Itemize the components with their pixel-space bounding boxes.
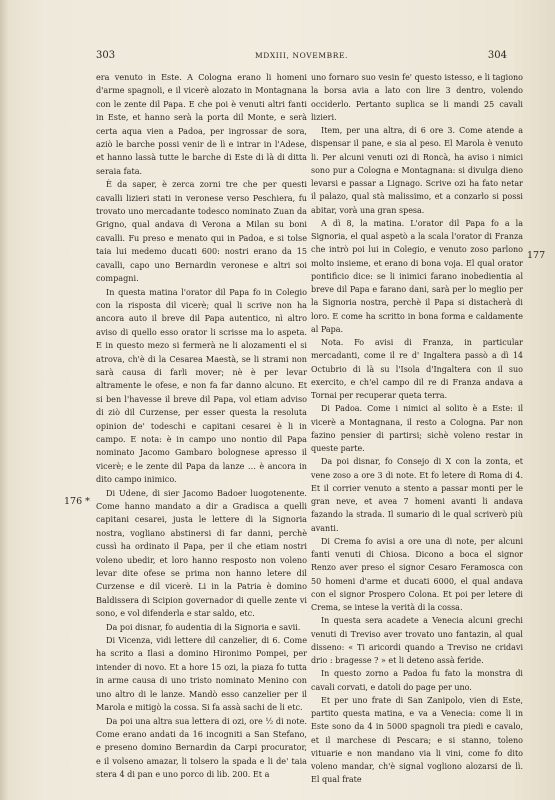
- paragraph: Da poi una altra sua lettera di ozi, ore ½ di note. Come erano andati da 16 incogniti a San Stefano, e preseno domino Bernardin da Carpi procurator, e il volseno amazar, li tolsero la spada e li de' taia stera 4 di pan e uno porco di lib. 200. Et a: [96, 715, 307, 780]
- running-head: MDXIII, NOVEMBRE.: [254, 51, 349, 60]
- margin-number-right: 177: [527, 250, 546, 261]
- paragraph: In questa sera acadete a Venecia alcuni grechi venuti di Treviso aver trovato uno fantazin, al qual disseno: « Ti aricordi quando a Treviso ne cridavi drio : bragesse ? » et li deteno assà feride.: [311, 616, 523, 665]
- paragraph: Item, per una altra, di 6 ore 3. Come atende a dispensar il pane, e sia al peso. El Marola è venuto li. Per alcuni venuti ozi di Roncà, ha aviso i nimici sono pur a Cologna e Montagnana: si divulga dieno levarsi e passar a Lignago. Scrive ozi ha fato netar il palazo, qual stà malissimo, et a conzarlo si possi abitar, vorà una gran spesa.: [311, 126, 523, 215]
- page-edge-shadow: [0, 0, 8, 800]
- paragraph: Di Vicenza, vidi lettere dil canzelier, di 6. Come ha scrito a Ilasi a domino Hironimo Pompei, per intender di novo. Et a hore 15 ozi, la piaza fo tutta in arme causa di uno tristo nominato Menino con uno altro di le lanze. Mandò esso canzelier per il Marola e mitigò la cossa. Si fa assà sachi de li etc.: [96, 635, 307, 713]
- paragraph: era venuto in Este. A Cologna erano li homeni d'arme spagnoli, e il vicerè alozato in Montagnana con le zente dil Papa. E che poi è venuti altri fanti in Este, et hanno serà la porta dil Monte, e serà certa aqua vien a Padoa, per ingrossar de sora, aziò le barche possi venir de lì e intrar in l'Adese, et hanno lassà tutte le barche di Este di là di ditta seraia fata.: [96, 72, 307, 176]
- left-column: [96, 71, 307, 782]
- paragraph: In questa matina l'orator dil Papa fo in Colegio con la risposta dil vicerè; qual li scrive non ha ancora auto il breve dil Papa autentico, nì altro aviso di quello esso orator li scrisse ma lo aspeta. E in questo mezo si fermerà ne li alozamenti el si atrova, ch'è di la Cesarea Maestà, se li strami non sarà causa di farli mover; nè è per levar altramente le ofese, e non fa far danno alcuno. Et si ben l'havesse il breve dil Papa, vol etiam adviso di ziò dil Curzense, per esser questa la resoluta opinion de' todeschi e capitani cesarei è li in campo. E nota: è in campo uno nontio dil Papa nominato Jacomo Gambaro bolognese apresso il vicerè; e le zente dil Papa da lanze … è ancora in dito campo inimico.: [96, 286, 307, 485]
- paragraph: uno fornaro suo vesin fe' questo istesso, e li tagiono la borsa avia a lato con lire 3 dentro, volendo occiderlo. Pertanto suplica se li mandi 25 cavali lizieri.: [311, 73, 523, 122]
- paragraph: Nota. Fo avisi di Franza, in particular mercadanti, come il re d' Ingaltera passò a dì 14 Octubrio di là su l'Isola d'Ingaltera con il suo exercito, e ch'el campo dil re di Franza andava a Tornai per recuperar queta terra.: [311, 338, 523, 400]
- paragraph: Da poi disnar, fo Consejo di X con la zonta, et vene zoso a ore 3 di note. Et fo letere di Roma di 4. Et il corrier venuto a stento a passar monti per le gran neve, et avea 7 homeni avanti li andava fazando la strada. Il sumario di le qual scriverò più avanti.: [311, 457, 523, 533]
- paragraph: Di Crema fo avisi a ore una di note, per alcuni fanti venuti di Chiosa. Dicono a boca el signor Renzo aver preso el signor Cesaro Feramosca con 50 homeni d'arme et ducati 6000, el qual andava con el signor Prospero Colona. Et poi per letere di Crema, se intese la verità di la cossa.: [311, 536, 523, 612]
- page-number-left: 303: [96, 50, 116, 61]
- paragraph: È da saper, è zerca zorni tre che per questi cavalli lizieri stati in veronese verso Peschiera, fu trovato uno mercadante todesco nominato Zuan da Grigno, qual andava di Verona a Milan su boni cavalli. Fu preso e menato qui in Padoa, e si tolse taia lui medemo ducati 600: nostri erano da 15 cavalli, capo uno Bernardin veronese e altri soi compagni.: [96, 179, 307, 284]
- paragraph: Di Udene, di sier Jacomo Badoer luogotenente. Come hanno mandato a dir a Gradisca a quelli capitani cesarei, justa le lettere di la Signoria nostra, vogliano abstinersi di far danni, perchè cussì ha ordinato il Papa, per il che etiam nostri voleno ubedir, et loro hanno resposto non voleno levar dite ofese se prima non hanno letere dil Curzense e dil vicerè. Li in la Patria è domino Baldissera di Scipion governador di quelle zente vi sono, e vol difenderla e star saldo, etc.: [96, 487, 307, 619]
- paragraph: Di Padoa. Come i nimici al solito è a Este: il vicerè a Montagnana, il resto a Cologna. Par non fazino pensier di partirsi; sichè voleno restar in queste parte.: [311, 404, 523, 453]
- right-column: [311, 71, 523, 787]
- paragraph: Da poi disnar, fo audentia di la Signoria e savii.: [106, 621, 301, 632]
- margin-number-left: 176 *: [64, 496, 90, 507]
- page-header: [96, 50, 507, 66]
- paragraph: In questo zorno a Padoa fu fato la monstra di cavali corvati, e datoli do page per uno.: [311, 669, 523, 692]
- paragraph: A dì 8, la matina. L'orator dil Papa fo a la Signoria, el qual aspetò a la scala l'orator di Franza che intrò poi lui in Colegio, e venuto zoso parlono molto insieme, et erano di bona voja. El qual orator pontificio dice: se li inimici farano inobedientia al breve dil Papa e farano dani, sarà per lo meglio per la Signoria nostra, perchè il Papa si distacherà di loro. E come ha scritto in bona forma e caldamente al Papa.: [311, 218, 523, 334]
- paragraph: Et per uno frate di San Zanipolo, vien di Este, partito questa matina, e va a Venecia: come li in Este sono da 4 in 5000 spagnoli tra piedi e cavalo, et il marchese di Pescara; e si stanno, toleno vituarie e non mandano via li vini, come fo dito voleno mandar, ch'è signal vogliono alozarsi de lì. El qual frate: [311, 695, 523, 785]
- page-number-right: 304: [487, 50, 507, 61]
